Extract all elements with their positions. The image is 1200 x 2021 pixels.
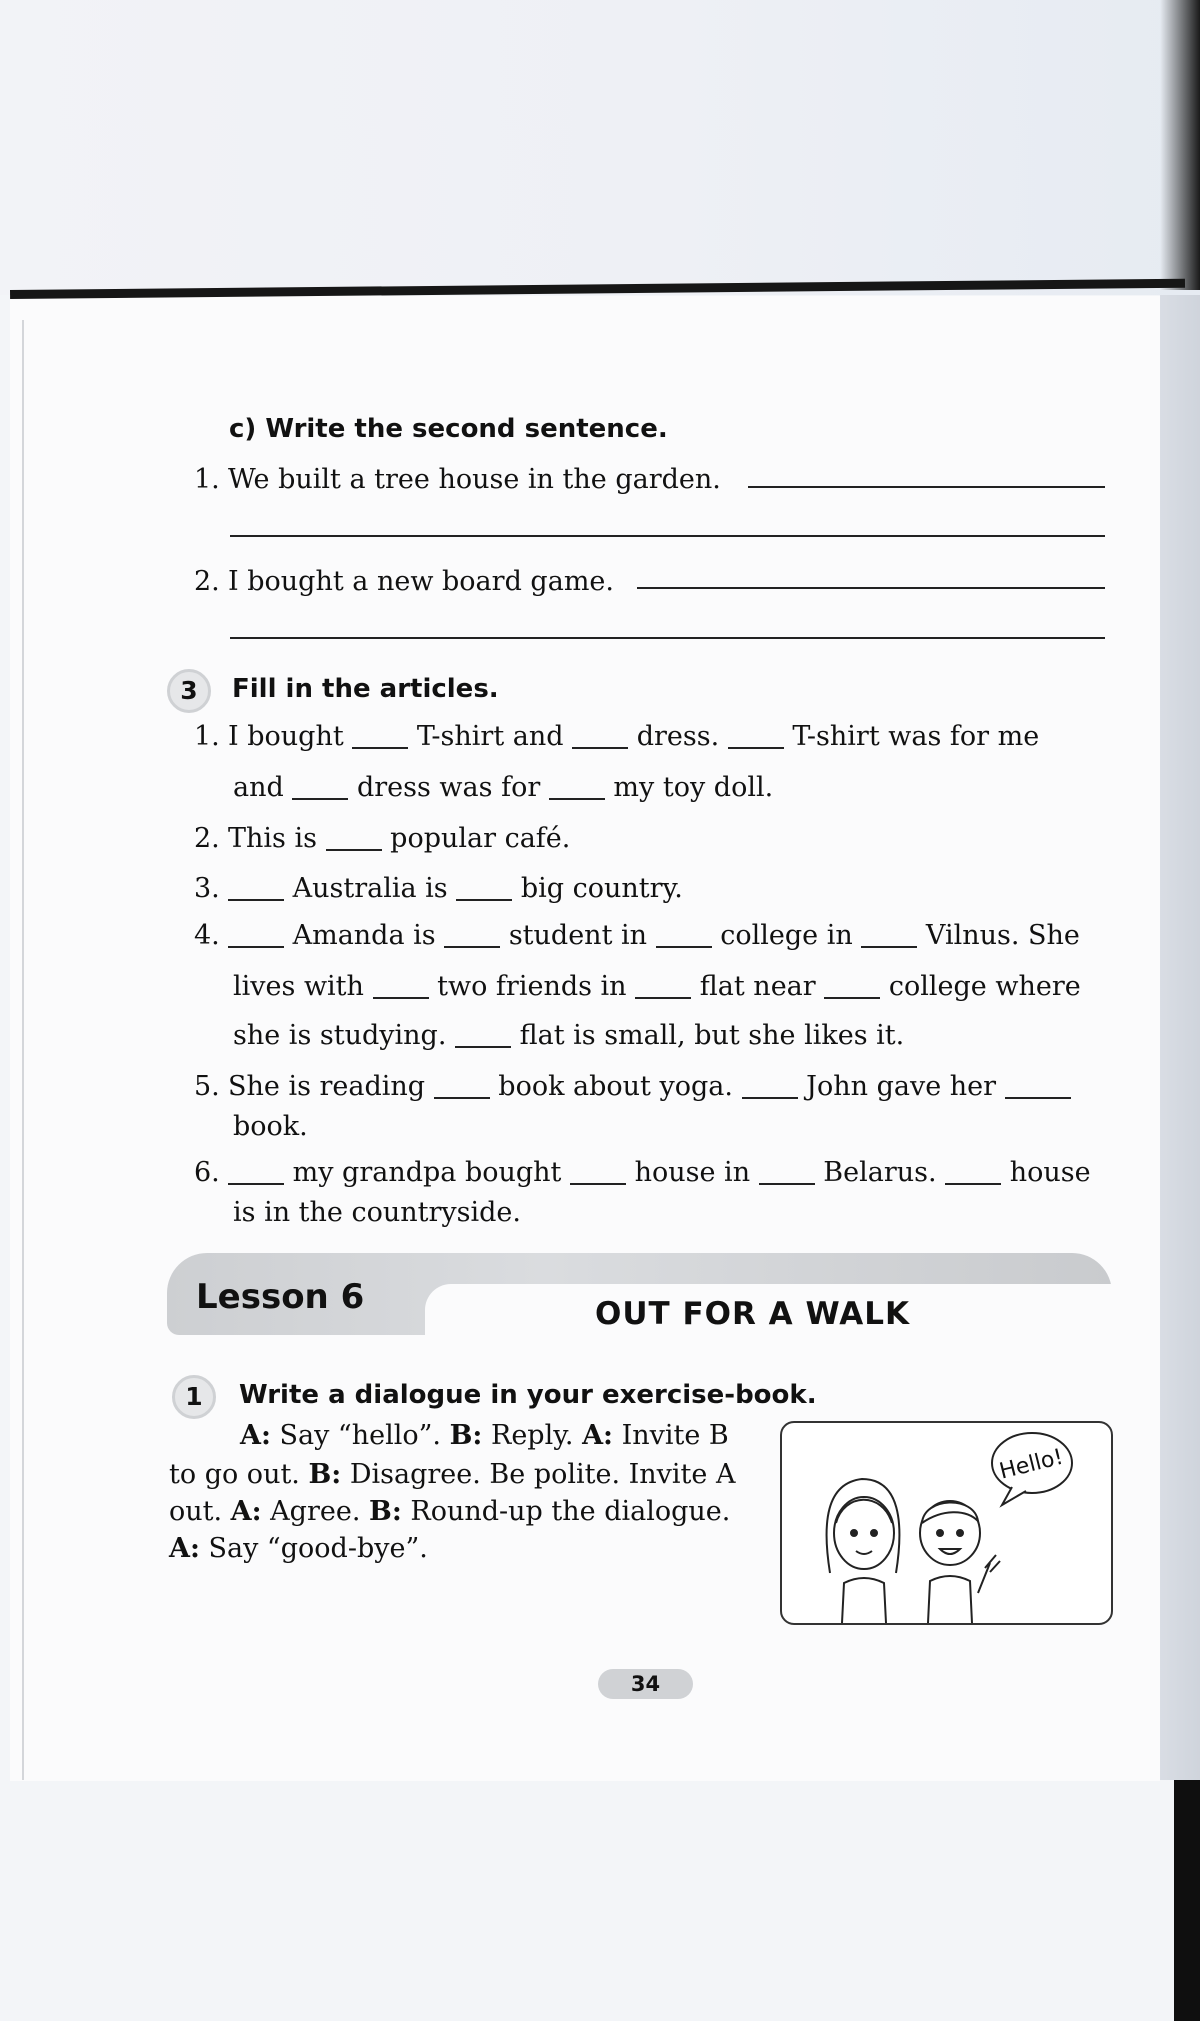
answer-line[interactable] [230,637,1105,639]
exercise-3-item-4-line-1: 4. Amanda is student in college in Vilnus. She [194,920,1080,951]
dialogue-instructions-line-4: A: Say “good-bye”. [169,1533,428,1564]
lesson-label: Lesson 6 [196,1277,365,1317]
article-blank[interactable] [292,772,348,800]
article-blank[interactable] [228,1157,284,1185]
exercise-3-item-5-line-1: 5. She is reading book about yoga. John gave her [194,1070,1071,1104]
kids-illustration [780,1421,1113,1625]
girl-figure [827,1479,900,1623]
exercise-3-item-4-line-2: lives with two friends in flat near college where [233,971,1081,1002]
dialogue-instructions-line-3: out. A: Agree. B: Round-up the dialogue. [169,1496,731,1527]
exercise-3-item-6-line-2: is in the countryside. [233,1197,521,1228]
exercise-3-heading: Fill in the articles. [232,674,499,704]
page-number: 34 [598,1669,693,1699]
article-blank[interactable] [824,971,880,999]
kids-drawing [782,1423,1111,1623]
section-c-item-1: 1. We built a tree house in the garden. [194,464,721,495]
scan-background-top [0,0,1200,295]
scan-shadow-top-right [1160,0,1200,290]
dialogue-instructions-line-1: A: Say “hello”. B: Reply. A: Invite B [240,1420,729,1451]
article-blank[interactable] [572,721,628,749]
exercise-1-badge: 1 [172,1375,216,1419]
article-blank[interactable] [228,920,284,948]
article-blank[interactable] [326,823,382,851]
article-blank[interactable] [1005,1071,1071,1099]
speech-bubble-text: Hello! [997,1444,1066,1485]
article-blank[interactable] [373,971,429,999]
exercise-3-item-3: 3. Australia is big country. [194,873,683,904]
article-blank[interactable] [861,920,917,948]
article-blank[interactable] [444,920,500,948]
scan-page-edge [1160,295,1200,1780]
article-blank[interactable] [456,873,512,901]
article-blank[interactable] [434,1071,490,1099]
article-blank[interactable] [656,920,712,948]
speech-bubble [992,1433,1072,1505]
article-blank[interactable] [549,772,605,800]
exercise-3-item-5-line-2: book. [233,1111,308,1142]
section-c-heading: c) Write the second sentence. [229,414,668,444]
article-blank[interactable] [728,721,784,749]
article-blank[interactable] [455,1020,511,1048]
article-blank[interactable] [228,873,284,901]
exercise-3-item-2: 2. This is popular café. [194,823,571,854]
scan-shadow-bottom-right [1174,1780,1200,2021]
exercise-3-item-6-line-1: 6. my grandpa bought house in Belarus. house [194,1157,1091,1188]
exercise-3-item-4-line-3: she is studying. flat is small, but she likes it. [233,1020,905,1051]
page-left-margin [22,320,24,1780]
exercise-3-badge: 3 [167,669,211,713]
answer-line[interactable] [637,587,1105,589]
lesson-title: OUT FOR A WALK [595,1296,911,1332]
exercise-1-heading: Write a dialogue in your exercise-book. [239,1380,817,1410]
article-blank[interactable] [352,721,408,749]
article-blank[interactable] [759,1157,815,1185]
article-blank[interactable] [570,1157,626,1185]
article-blank[interactable] [945,1157,1001,1185]
section-c-item-2: 2. I bought a new board game. [194,566,614,597]
dialogue-instructions-line-2: to go out. B: Disagree. Be polite. Invite A [169,1459,736,1490]
exercise-3-item-1-line-1: 1. I bought T-shirt and dress. T-shirt was for me [194,721,1040,752]
exercise-3-item-1-line-2: and dress was for my toy doll. [233,772,774,803]
answer-line[interactable] [230,535,1105,537]
article-blank[interactable] [635,971,691,999]
answer-line[interactable] [748,486,1105,488]
boy-figure [920,1501,1000,1623]
article-blank[interactable] [742,1071,798,1099]
